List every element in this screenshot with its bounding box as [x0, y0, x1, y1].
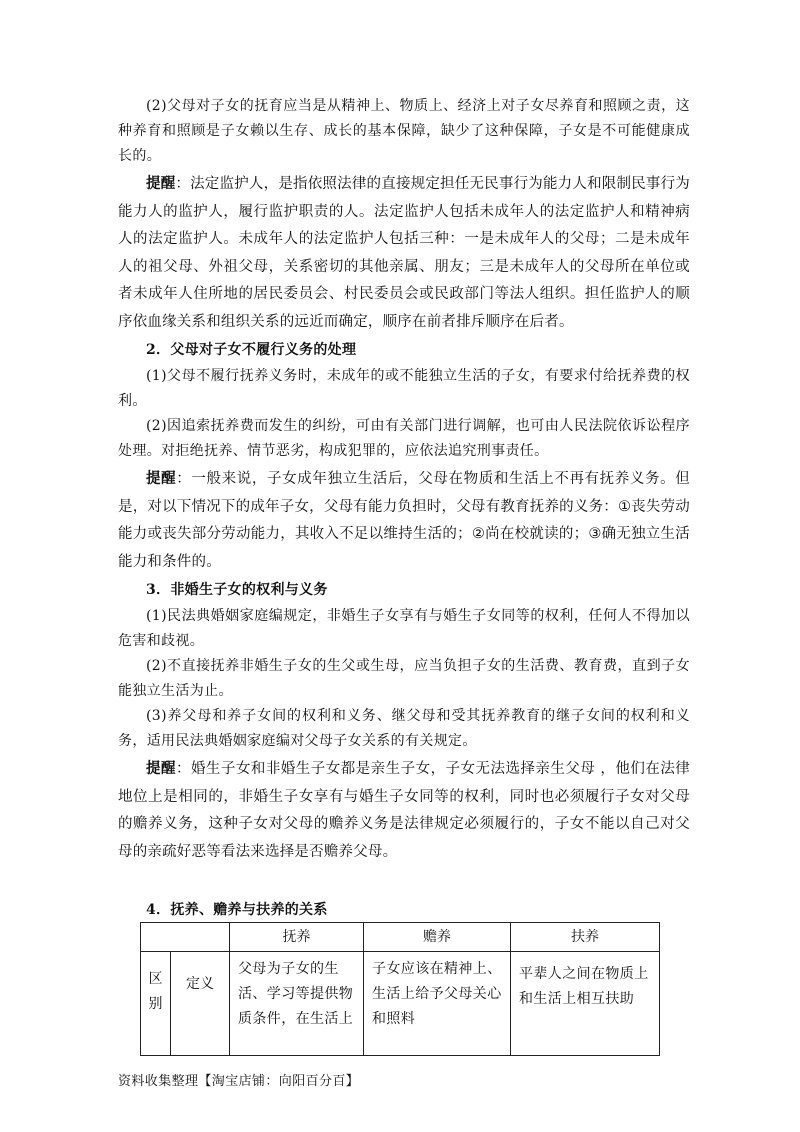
- paragraph-3-1: (1)民法典婚姻家庭编规定，非婚生子女享有与婚生子女同等的权利，任何人不得加以危害和歧视。: [118, 608, 690, 649]
- reminder-text: ：一般来说，子女成年独立生活后，父母在物质和生活上不再有抚养义务。但是，对以下情况下的成年子女，父母有能力负担时，父母有教育抚养的义务：①丧失劳动能力或丧失部分劳动能力，其收入不足以维持生活的；②尚在校就读的；③确无独立生活能力和条件的。: [118, 471, 690, 570]
- table-header-cell: 赡养: [364, 923, 511, 952]
- reminder-label: 提醒: [146, 176, 176, 192]
- table-cell: 子女应该在精神上、生活上给予父母关心和照料: [364, 952, 511, 1056]
- table-header-cell: 抚养: [230, 923, 364, 952]
- section-heading-3: 3．非婚生子女的权利与义务: [146, 582, 328, 598]
- table-header-blank: [141, 923, 230, 952]
- paragraph-2-2: (2)因追索抚养费而发生的纠纷，可由有关部门进行调解，也可由人民法院依诉讼程序处理。对拒绝抚养、情节恶劣，构成犯罪的，应依法追究刑事责任。: [118, 418, 690, 459]
- paragraph-3-3: (3)养父母和养子女间的权利和义务、继父母和受其抚养教育的继子女间的权利和义务，适用民法典婚姻家庭编对父母子女关系的有关规定。: [118, 708, 690, 749]
- reminder-guardian: [118, 171, 690, 336]
- reminder-adult-children: [118, 466, 690, 576]
- reminder-label: 提醒: [146, 761, 176, 777]
- table-category-cell: 区别: [141, 952, 171, 1056]
- paragraph-upbringing: (2)父母对子女的抚育应当是从精神上、物质上、经济上对子女尽养育和照顾之责，这种养育和照顾是子女赖以生存、成长的基本保障，缺少了这种保障，子女是不可能健康成长的。: [118, 98, 690, 164]
- table-cell: 父母为子女的生活、学习等提供物质条件，在生活上: [230, 952, 364, 1056]
- reminder-nonmarital: [118, 756, 690, 866]
- paragraph-2-1: (1)父母不履行抚养义务时，未成年的或不能独立生活的子女，有要求付给抚养费的权利。: [118, 368, 690, 409]
- relationship-table: [140, 922, 660, 1056]
- table-cell: 平辈人之间在物质上和生活上相互扶助: [511, 952, 660, 1056]
- reminder-text: ：婚生子女和非婚生子女都是亲生子女，子女无法选择亲生父母 ，他们在法律地位上是相同的，非婚生子女享有与婚生子女同等的权利，同时也必须履行子女对父母的赡养义务，这种子女对父母的赡养义务是法律规定必须履行的，子女不能以自己对父母的亲疏好恶等看法来选择是否赡养父母。: [118, 761, 691, 860]
- table-header-cell: 扶养: [511, 923, 660, 952]
- paragraph-3-2: (2)不直接抚养非婚生子女的生父或生母，应当负担子女的生活费、教育费，直到子女能独立生活为止。: [118, 658, 690, 699]
- body-text: [118, 94, 690, 866]
- section-heading-2: 2．父母对子女不履行义务的处理: [146, 342, 357, 358]
- reminder-text: ：法定监护人，是指依照法律的直接规定担任无民事行为能力人和限制民事行为能力人的监护人，履行监护职责的人。法定监护人包括未成年人的法定监护人和精神病人的法定监护人。未成年人的法定监护人包括三种：一是未成年人的父母；二是未成年人的祖父母、外祖父母，关系密切的其他亲属、朋友；三是未成年人的父母所在单位或者未成年人住所地的居民委员会、村民委员会或民政部门等法人组织。担任监护人的顺序依血缘关系和组织关系的远近而确定，顺序在前者排斥顺序在后者。: [118, 176, 690, 330]
- table-row: [141, 952, 660, 1056]
- section-heading-4: 4．抚养、赡养与扶养的关系: [146, 902, 328, 918]
- table-header-row: [141, 923, 660, 952]
- table-row-label: 定义: [171, 952, 230, 1056]
- reminder-label: 提醒: [146, 471, 177, 487]
- page-footer: 资料收集整理【淘宝店铺：向阳百分百】: [118, 1074, 360, 1089]
